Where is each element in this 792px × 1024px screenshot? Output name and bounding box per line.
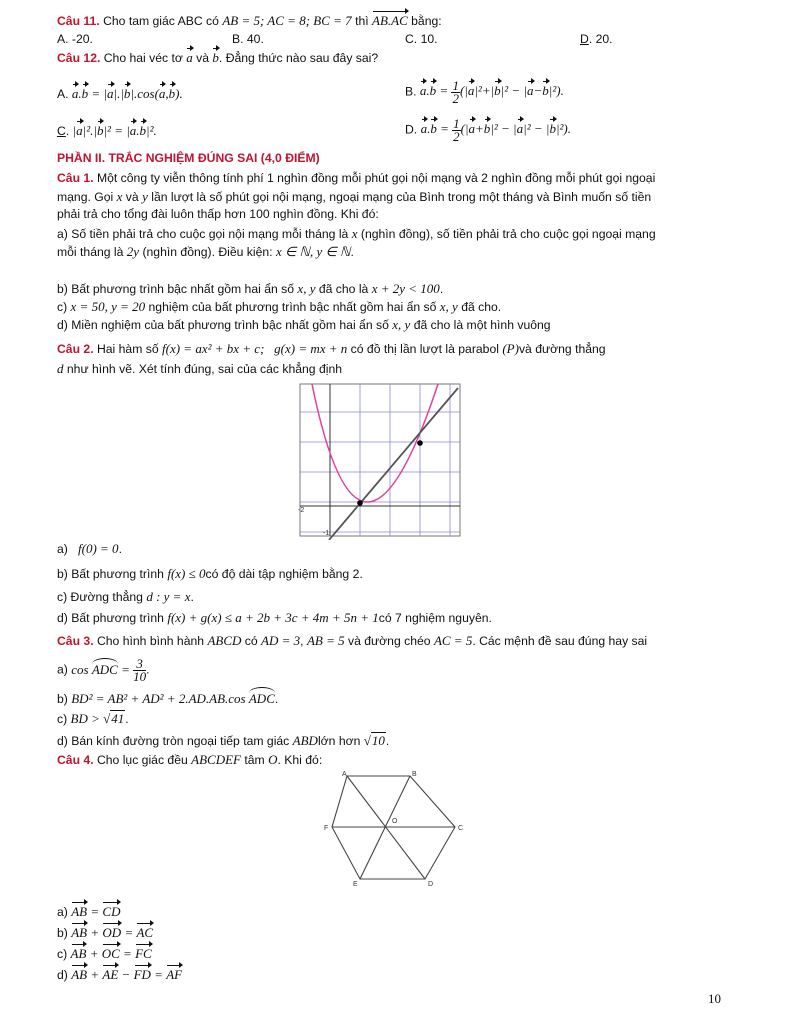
- tick-label-y: -1: [323, 530, 330, 537]
- p2-statement-d[interactable]: d) Bất phương trình f(x) + g(x) ≤ a + 2b + 3c + 4m + 5n + 1có 7 nghiệm nguyên.: [57, 610, 492, 625]
- p4-stem: Câu 4. Cho lục giác đều ABCDEF tâm O. Khi đó:: [57, 752, 323, 767]
- q11-option-d[interactable]: D. 20.: [580, 32, 613, 46]
- p2-stem-cont: d như hình vẽ. Xét tính đúng, sai của các khẳng định: [57, 361, 343, 376]
- p2-statement-a[interactable]: a) f(0) = 0.: [57, 541, 122, 556]
- q12-stem: Câu 12. Cho hai véc tơ a và b. Đẳng thức nào sau đây sai?: [57, 50, 379, 65]
- q12-option-b[interactable]: B. a.b = $\frac{1}{2}$ (|a|²+|b|² − |a−b|²).: [405, 78, 564, 106]
- p4-hexagon: [322, 770, 467, 888]
- graph-frame: [300, 384, 460, 536]
- vertex-label-E: E: [353, 881, 358, 888]
- p3-statement-d[interactable]: d) Bán kính đường tròn ngoại tiếp tam giác ABDlớn hơn √10.: [57, 733, 390, 748]
- q11-end: bằng:: [411, 14, 442, 28]
- intersection-point-2: [417, 440, 423, 446]
- vector-a: a: [186, 50, 193, 65]
- vertex-label-C: C: [458, 825, 464, 832]
- p2-graph: [296, 382, 466, 540]
- q11-then: thì: [355, 14, 369, 28]
- q12-formula-a: a.b = |a|.|b|.cos(a,b).: [71, 86, 183, 101]
- section-title: PHẦN II. TRẮC NGHIỆM ĐÚNG SAI (4,0 ĐIỂM): [57, 151, 320, 165]
- p2-statement-c[interactable]: c) Đường thẳng d : y = x.: [57, 589, 194, 604]
- p1-statement-a-cont: mỗi tháng là 2y (nghìn đồng). Điều kiện: x ∈ ℕ, y ∈ ℕ.: [57, 244, 354, 259]
- tick-label-x: -2: [298, 507, 305, 514]
- q11-option-c[interactable]: C. 10.: [405, 32, 438, 46]
- p2-statement-b[interactable]: b) Bất phương trình f(x) ≤ 0có độ dài tập nghiệm bằng 2.: [57, 566, 363, 581]
- q12-option-d[interactable]: D. a.b = $\frac{1}{2}$ (|a+b|² − |a|² − |b|²).: [405, 116, 572, 144]
- q11-stem: [57, 13, 442, 29]
- page-number: 10: [708, 991, 721, 1006]
- vertex-label-A: A: [342, 771, 347, 778]
- q11-math: AB = 5; AC = 8; BC = 7: [222, 13, 352, 28]
- p3-statement-a[interactable]: a) cos ADC = $\frac{3}{10}$ .: [57, 656, 150, 684]
- vertex-label-D: D: [428, 881, 434, 888]
- p1-line1: Câu 1. Một công ty viễn thông tính phí 1 nghìn đồng mỗi phút gọi nội mạng và 2 nghìn đồng mỗi phút gọi ngoại: [57, 171, 656, 185]
- p1-statement-a[interactable]: a) Số tiền phải trả cho cuộc gọi nội mạng mỗi tháng là x (nghìn đồng), số tiền phải trả cho cuộc gọi ngoại mạng: [57, 226, 656, 241]
- q11-label: Câu 11.: [57, 14, 100, 28]
- vertex-label-B: B: [412, 771, 417, 778]
- p3-stem: Câu 3. Cho hình bình hành ABCD có AD = 3, AB = 5 và đường chéo AC = 5. Các mệnh đề sau đúng hay sai: [57, 633, 648, 648]
- vertex-label-F: F: [324, 825, 329, 832]
- q12-option-c[interactable]: C. |a|².|b|² = |a.b|².: [57, 123, 157, 138]
- p4-statement-c[interactable]: c) AB + OC = FC: [57, 946, 152, 961]
- q12-label: Câu 12.: [57, 51, 101, 65]
- q12-formula-b: a.b = $\frac{1}{2}$ (|a|²+|b|² − |a−b|²).: [419, 78, 564, 106]
- p2-stem: Câu 2. Hai hàm số f(x) = ax² + bx + c; g(x) = mx + n có đồ thị lần lượt là parabol (P)và đường thẳng: [57, 341, 606, 356]
- intersection-point-1: [357, 500, 363, 506]
- q11-option-a[interactable]: A. -20.: [57, 32, 93, 46]
- p1-statement-b[interactable]: b) Bất phương trình bậc nhất gồm hai ẩn số x, y đã cho là x + 2y < 100.: [57, 281, 444, 296]
- p1-line3: phải trả cho tổng đài luôn thấp hơn 100 nghìn đồng. Khi đó:: [57, 207, 379, 221]
- p4-statement-a[interactable]: a) AB = CD: [57, 904, 121, 919]
- p1-statement-d[interactable]: d) Miền nghiệm của bất phương trình bậc nhất gồm hai ẩn số x, y đã cho là một hình vuông: [57, 317, 551, 332]
- p1-statement-c[interactable]: c) x = 50, y = 20 nghiệm của bất phương trình bậc nhất gồm hai ẩn số x, y đã cho.: [57, 299, 502, 314]
- p3-statement-c[interactable]: c) BD > √41.: [57, 711, 129, 726]
- q12-option-a[interactable]: A. a.b = |a|.|b|.cos(a,b).: [57, 86, 183, 101]
- q11-text: Cho tam giác ABC có: [103, 14, 219, 28]
- q12-formula-d: a.b = $\frac{1}{2}$ (|a+b|² − |a|² − |b|²).: [420, 116, 572, 144]
- q12-formula-c: |a|².|b|² = |a.b|².: [72, 123, 157, 138]
- q11-option-b[interactable]: B. 40.: [232, 32, 264, 46]
- q11-vector-product: AB.AC: [372, 13, 408, 28]
- center-label-O: O: [392, 818, 398, 825]
- p4-statement-b[interactable]: b) AB + OD = AC: [57, 925, 154, 940]
- p1-line2: mạng. Gọi x và y lần lượt là số phút gọi nội mạng, ngoại mạng của Bình trong một tháng và Bình muốn số tiền: [57, 189, 652, 204]
- p3-statement-b[interactable]: b) BD² = AB² + AD² + 2.AD.AB.cos ADC.: [57, 691, 279, 706]
- vector-b: b: [212, 50, 219, 65]
- p4-statement-d[interactable]: d) AB + AE − FD = AF: [57, 967, 183, 982]
